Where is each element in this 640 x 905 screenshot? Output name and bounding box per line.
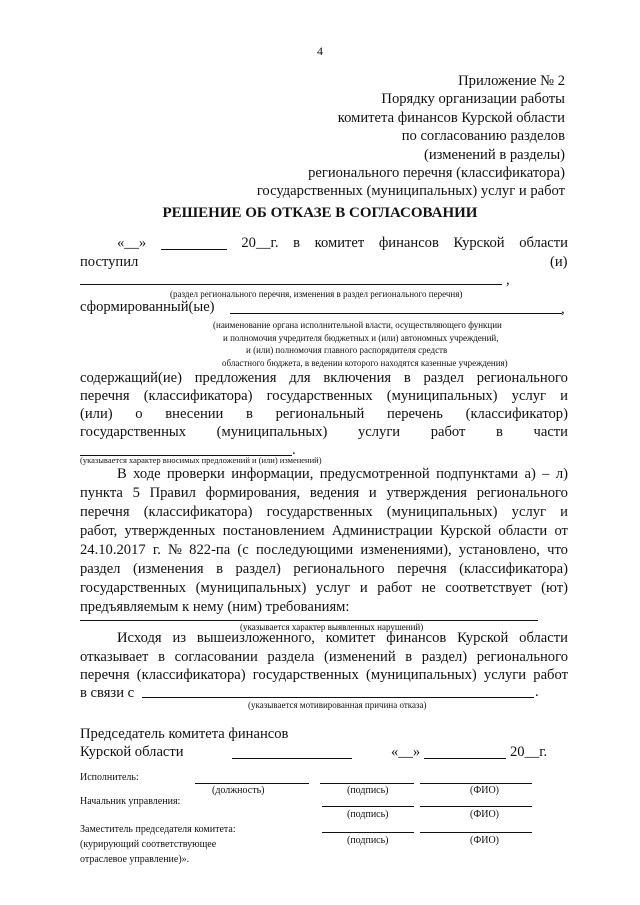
word: регионального <box>476 649 568 665</box>
sign-date-month-blank <box>424 758 506 759</box>
word: (муниципальных) <box>365 667 477 683</box>
word: финансов <box>386 630 447 646</box>
word: и <box>359 580 368 596</box>
word: 24.10.2017 <box>80 542 146 558</box>
hint-reason: (указывается мотивированная причина отказа) <box>248 700 427 710</box>
word: изменениями), <box>360 542 452 558</box>
appendix-line: Приложение № 2 <box>458 73 565 89</box>
word: Курской <box>457 630 509 646</box>
word: из <box>172 630 187 646</box>
word: установлено, <box>458 542 540 558</box>
word: в <box>403 370 411 386</box>
word: (муниципальных) <box>386 504 498 520</box>
word: предусмотренной <box>319 466 430 482</box>
signature-caption: (подпись) <box>347 835 389 846</box>
word: части <box>533 424 568 440</box>
word: в <box>293 235 301 251</box>
word: вышеизложенного, <box>196 630 315 646</box>
executor-fio-blank <box>420 783 532 784</box>
word: (или) <box>80 406 113 422</box>
word: государственных <box>266 388 373 404</box>
appendix-line: регионального перечня (классификатора) <box>308 165 565 182</box>
word: в <box>496 424 503 440</box>
hint-proposal: (указывается характер вносимых предложений и (или) изменений) <box>80 455 322 465</box>
word: (муниципальных) <box>386 388 498 404</box>
word: перечня <box>397 561 447 577</box>
comma: , <box>561 301 565 317</box>
word: (классификатора) <box>136 667 246 683</box>
word: раздел) <box>235 561 281 577</box>
word: регионального <box>476 370 568 386</box>
hint-section: (раздел регионального перечня, изменения в раздел регионального перечня) <box>170 289 463 299</box>
word: работ <box>533 667 568 683</box>
reason-blank <box>142 697 534 698</box>
word: Исходя <box>117 630 162 646</box>
word: утвержденных <box>124 523 216 539</box>
comma: , <box>506 272 510 288</box>
word: работ, <box>80 523 118 539</box>
appendix-line: комитета финансов Курской области <box>337 109 565 126</box>
word: (ют) <box>541 580 568 596</box>
word: раздел) <box>421 649 468 665</box>
word: предложения <box>194 370 277 386</box>
word: Администрации <box>331 523 433 539</box>
signature-caption: (подпись) <box>347 785 389 796</box>
word: комитет <box>325 630 376 646</box>
word: внесении <box>165 406 224 422</box>
received-and: (и) <box>550 254 568 270</box>
fio-caption: (ФИО) <box>470 809 500 820</box>
word: Правил <box>149 485 196 501</box>
word: включения <box>323 370 392 386</box>
word: не <box>421 580 436 596</box>
word: финансов <box>378 235 439 251</box>
word: проверки <box>166 466 225 482</box>
word: перечня <box>80 667 130 683</box>
dot: . <box>292 442 296 458</box>
fio-caption: (ФИО) <box>470 785 500 796</box>
text-line <box>80 561 568 578</box>
executor-signature-blank <box>320 783 414 784</box>
text-line: предъявляемым к нему (ним) требованиям: <box>80 599 350 615</box>
text-line <box>80 370 568 387</box>
appendix-line: Порядку организации работы <box>381 91 565 108</box>
word: (изменения <box>132 561 204 577</box>
text-line: в связи с <box>80 685 135 701</box>
word: для <box>289 370 311 386</box>
head-fio-blank <box>420 806 532 807</box>
date-year: 20__г. <box>241 235 279 251</box>
word: постановлением <box>222 523 325 539</box>
word: государственных <box>80 424 187 440</box>
signature-caption: (подпись) <box>347 809 389 820</box>
word: работ <box>377 580 412 596</box>
word: № <box>168 542 182 558</box>
word: (классификатор) <box>465 406 568 422</box>
chair-region: Курской области <box>80 744 184 760</box>
head-signature-blank <box>322 806 414 807</box>
sign-date-quote: «__» <box>391 744 421 760</box>
word: регионального <box>293 561 385 577</box>
date-month-blank <box>161 235 227 250</box>
hint-line: областного бюджета, в ведении которого находятся казенные учреждения) <box>222 357 508 368</box>
word: регионального <box>476 485 568 501</box>
word: перечня <box>80 388 130 404</box>
deputy-line: Заместитель председателя комитета: <box>80 824 236 835</box>
word: услуги <box>357 424 401 440</box>
word: услуг <box>511 504 547 520</box>
chair-title: Председатель комитета финансов <box>80 726 289 742</box>
word: перечня <box>80 504 130 520</box>
word: (муниципальных) <box>216 424 328 440</box>
page-number: 4 <box>317 44 323 58</box>
word: л) <box>555 466 568 482</box>
word: услуги <box>483 667 527 683</box>
word: области <box>519 235 568 251</box>
deputy-label <box>80 822 236 867</box>
appendix-block <box>257 72 565 201</box>
word: утверждения <box>386 485 468 501</box>
word: раздел <box>423 370 464 386</box>
section-blank <box>80 284 502 285</box>
word: содержащий(ие) <box>80 370 182 386</box>
word: ведения <box>309 485 360 501</box>
word: пункта <box>80 485 123 501</box>
word: в <box>405 649 413 665</box>
text-line <box>117 630 568 647</box>
word: региональный <box>275 406 365 422</box>
word: и <box>560 388 568 404</box>
hint-line: и (или) полномочия главного распорядителя средств <box>246 345 448 356</box>
text-line <box>80 649 568 666</box>
word: перечень <box>386 406 443 422</box>
word: государственных <box>266 504 373 520</box>
word: государственных <box>80 580 187 596</box>
hint-violations: (указывается характер выявленных нарушений) <box>240 622 424 632</box>
word: области <box>498 523 548 539</box>
received-label: поступил <box>80 254 139 270</box>
word: В <box>117 466 127 482</box>
word: раздел <box>80 561 121 577</box>
authority-blank <box>230 313 562 314</box>
formed-label: сформированный(ые) <box>80 299 215 315</box>
word: и <box>368 485 377 501</box>
deputy-signature-blank <box>322 832 414 833</box>
violations-blank <box>80 620 538 621</box>
word: услуг <box>315 580 351 596</box>
word: соответствует <box>445 580 532 596</box>
chair-signature-blank <box>232 758 352 759</box>
text-line <box>80 388 568 405</box>
word: отказывает <box>80 649 149 665</box>
word: (классификатора) <box>143 504 253 520</box>
date-quote: «__» <box>117 235 147 251</box>
document-title: РЕШЕНИЕ ОБ ОТКАЗЕ В СОГЛАСОВАНИИ <box>162 205 478 221</box>
text-line <box>80 542 568 559</box>
word: государственных <box>252 667 359 683</box>
deputy-line: отраслевое управление)». <box>80 854 190 865</box>
word: (муниципальных) <box>195 580 307 596</box>
executor-position-blank <box>195 783 309 784</box>
word: области <box>519 630 568 646</box>
word: формирования, <box>205 485 301 501</box>
word: Курской <box>439 523 492 539</box>
word: что <box>547 542 568 558</box>
text-line <box>117 466 568 483</box>
appendix-line: (изменений в разделы) <box>424 146 565 163</box>
text-line <box>80 406 568 423</box>
hint-line: и полномочия учредителя бюджетных и (или) автономных учреждений, <box>223 332 499 343</box>
text-line <box>80 667 568 684</box>
word: 822-па <box>189 542 231 558</box>
sign-date-year: 20__г. <box>510 744 548 760</box>
hint-line: (наименование органа исполнительной власти, осуществляющего функции <box>213 320 502 330</box>
word: г. <box>152 542 161 558</box>
word: подпунктами <box>436 466 519 482</box>
fio-caption: (ФИО) <box>470 835 500 846</box>
word: (классификатора) <box>143 388 253 404</box>
word: в <box>216 561 223 577</box>
executor-label: Исполнитель: <box>80 772 139 783</box>
word: работ <box>430 424 466 440</box>
word: Курской <box>453 235 505 251</box>
word: и <box>560 504 568 520</box>
word: в <box>158 649 165 665</box>
word: о <box>135 406 143 422</box>
word: (с <box>237 542 249 558</box>
position-caption: (должность) <box>212 785 265 796</box>
word: в <box>246 406 253 422</box>
appendix-line: по согласованию разделов <box>401 128 565 145</box>
hint-authority <box>213 319 508 369</box>
text-line <box>80 523 568 540</box>
text-line <box>80 424 568 441</box>
word: (классификатора) <box>459 561 568 577</box>
word: информации, <box>231 466 314 482</box>
word: ходе <box>133 466 161 482</box>
deputy-fio-blank <box>420 832 532 833</box>
text-line <box>80 485 568 502</box>
word: 5 <box>132 485 140 501</box>
word: а) <box>524 466 536 482</box>
word: (изменений <box>323 649 396 665</box>
word: от <box>554 523 568 539</box>
intro-line <box>117 235 568 252</box>
word: согласовании <box>174 649 258 665</box>
word: комитет <box>314 235 365 251</box>
deputy-line: (курирующий соответствующее <box>80 839 217 850</box>
head-label: Начальник управления: <box>80 796 181 807</box>
text-line <box>80 580 568 597</box>
text-line <box>80 504 568 521</box>
word: – <box>542 466 550 482</box>
dot: . <box>535 684 539 700</box>
appendix-line: государственных (муниципальных) услуг и работ <box>256 183 565 200</box>
word: последующими <box>255 542 354 558</box>
word: услуг <box>511 388 547 404</box>
word: раздела <box>267 649 315 665</box>
